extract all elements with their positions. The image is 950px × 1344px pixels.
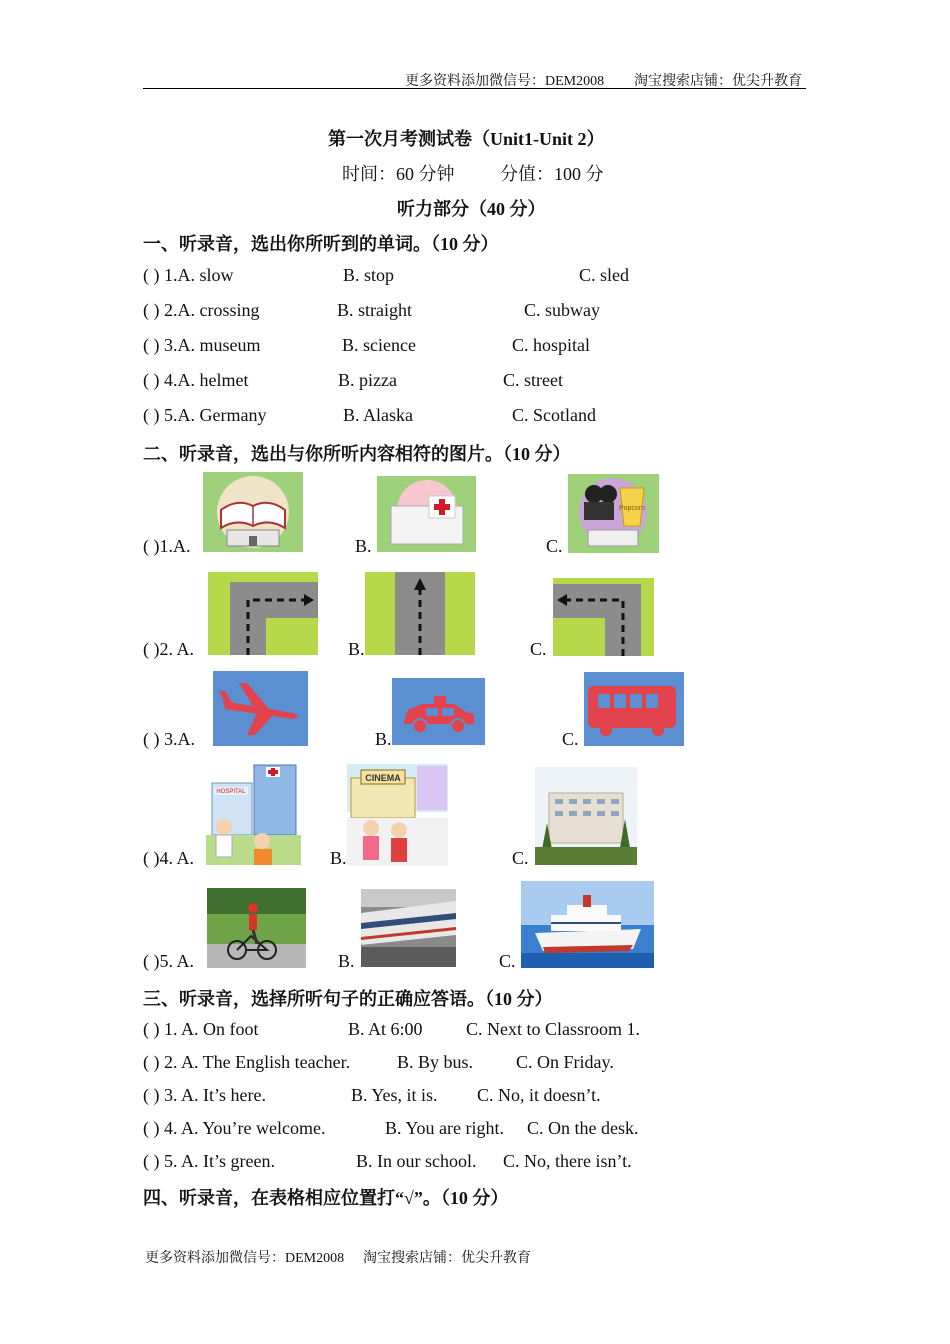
plane-picture — [213, 671, 308, 746]
s1-q5-c: C. Scotland — [512, 405, 596, 425]
s2-q3-a-label: ( ) 3.A. — [143, 729, 195, 749]
section2-title: 二、听录音，选出与你所听内容相符的图片。（10 分） — [143, 444, 571, 464]
cinema-icon-picture — [568, 474, 659, 553]
s3-q3-a: ( ) 3. A. It’s here. — [143, 1085, 266, 1105]
bike-photo-picture — [207, 888, 306, 968]
s2-q5-a-label: ( )5. A. — [143, 951, 194, 971]
header-taobao: 淘宝搜索店铺：优尖升教育 — [634, 74, 802, 89]
turn-right-road-picture — [208, 572, 318, 655]
taxi-picture — [392, 678, 485, 745]
s1-q4-c: C. street — [503, 370, 563, 390]
s2-q3-c-label: C. — [562, 729, 579, 749]
s2-q5-b-label: B. — [338, 951, 355, 971]
section3-title: 三、听录音，选择所听句子的正确应答语。（10 分） — [143, 989, 553, 1009]
popcorn-label: Popcorn — [618, 505, 646, 512]
hospital-icon-picture — [377, 476, 476, 552]
s3-q2-b: B. By bus. — [397, 1052, 474, 1072]
s1-q1-a: ( ) 1.A. slow — [143, 265, 234, 285]
s3-q1-b: B. At 6:00 — [348, 1019, 423, 1039]
s3-q3-b: B. Yes, it is. — [351, 1085, 438, 1105]
s3-q1-a: ( ) 1. A. On foot — [143, 1019, 259, 1039]
header-divider — [143, 88, 806, 89]
library-picture — [203, 472, 303, 552]
s3-q2-c: C. On Friday. — [516, 1052, 614, 1072]
cinema-sign-text: CINEMA — [365, 773, 401, 783]
hospital-sign-text: HOSPITAL — [216, 789, 246, 795]
footer-wechat: 更多资料添加微信号：DEM2008 — [145, 1251, 345, 1266]
s1-q2-c: C. subway — [524, 300, 600, 320]
page-title: 第一次月考测试卷（Unit1-Unit 2） — [328, 129, 605, 149]
s2-q4-c-label: C. — [512, 848, 529, 868]
school-photo-picture — [535, 767, 637, 865]
s2-q2-c-label: C. — [530, 639, 547, 659]
turn-left-road-picture — [553, 578, 654, 656]
s2-q1-b-label: B. — [355, 536, 372, 556]
s3-q4-c: C. On the desk. — [527, 1118, 639, 1138]
go-straight-road-picture — [365, 572, 475, 655]
s2-q4-a-label: ( )4. A. — [143, 848, 194, 868]
ship-photo-picture — [521, 881, 654, 968]
s1-q3-c: C. hospital — [512, 335, 591, 355]
section4-title: 四、听录音，在表格相应位置打“√”。（10 分） — [143, 1188, 509, 1208]
s1-q4-b: B. pizza — [338, 370, 397, 390]
s3-q2-a: ( ) 2. A. The English teacher. — [143, 1052, 351, 1072]
s1-q1-c: C. sled — [579, 265, 630, 285]
s2-q4-b-label: B. — [330, 848, 347, 868]
bus-picture — [584, 672, 684, 746]
hospital-scene-picture — [206, 761, 301, 865]
s1-q5-a: ( ) 5.A. Germany — [143, 405, 267, 425]
s2-q5-c-label: C. — [499, 951, 516, 971]
s3-q5-c: C. No, there isn’t. — [503, 1151, 632, 1171]
s3-q3-c: C. No, it doesn’t. — [477, 1085, 601, 1105]
s1-q2-a: ( ) 2.A. crossing — [143, 300, 260, 320]
footer-taobao: 淘宝搜索店铺：优尖升教育 — [363, 1251, 531, 1266]
s1-q2-b: B. straight — [337, 300, 412, 320]
train-photo-picture — [361, 889, 456, 967]
s2-q3-b-label: B. — [375, 729, 392, 749]
listening-title: 听力部分（40 分） — [397, 199, 546, 219]
s3-q4-b: B. You are right. — [385, 1118, 505, 1138]
cinema-scene-picture — [347, 764, 448, 866]
header-wechat: 更多资料添加微信号：DEM2008 — [405, 74, 605, 89]
s1-q3-a: ( ) 3.A. museum — [143, 335, 261, 355]
s2-q1-c-label: C. — [546, 536, 563, 556]
s3-q1-c: C. Next to Classroom 1. — [466, 1019, 640, 1039]
s1-q4-a: ( ) 4.A. helmet — [143, 370, 249, 390]
section1-title: 一、听录音，选出你所听到的单词。（10 分） — [143, 234, 499, 254]
s1-q5-b: B. Alaska — [343, 405, 413, 425]
s1-q3-b: B. science — [342, 335, 416, 355]
s3-q4-a: ( ) 4. A. You’re welcome. — [143, 1118, 326, 1138]
s3-q5-b: B. In our school. — [356, 1151, 477, 1171]
s2-q1-a-label: ( )1.A. — [143, 536, 191, 556]
score-label: 分值：100 分 — [500, 164, 604, 184]
s2-q2-b-label: B. — [348, 639, 365, 659]
s3-q5-a: ( ) 5. A. It’s green. — [143, 1151, 275, 1171]
s1-q1-b: B. stop — [343, 265, 395, 285]
s2-q2-a-label: ( )2. A. — [143, 639, 194, 659]
time-label: 时间：60 分钟 — [342, 164, 455, 184]
